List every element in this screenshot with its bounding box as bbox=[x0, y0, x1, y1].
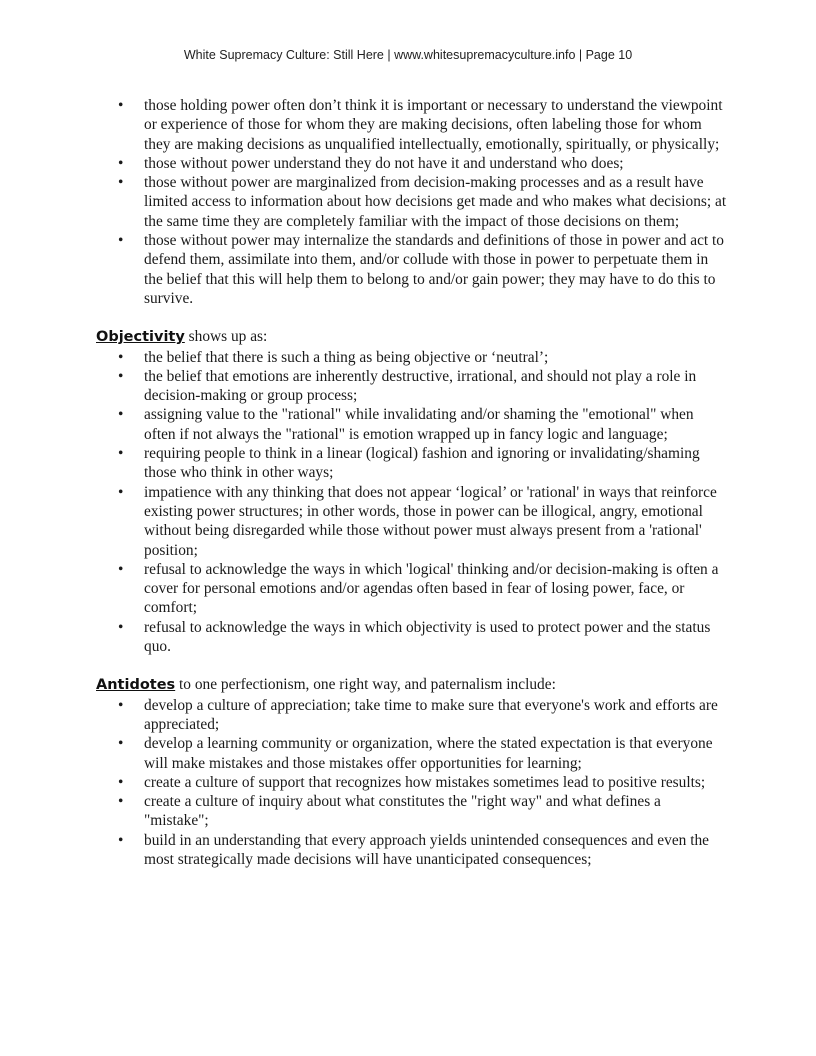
antidotes-list bbox=[96, 696, 728, 870]
antidotes-intro-text: to one perfectionism, one right way, and paternalism include: bbox=[175, 676, 556, 694]
list-item: • build in an understanding that every approach yields unintended consequences and even the most strategically made decisions will have unanticipated consequences; bbox=[96, 831, 728, 870]
list-item: • those without power are marginalized from decision-making processes and as a result have limited access to information about how decisions get made and who makes what decisions; at the same time they are completely familiar with the impact of those decisions on them; bbox=[96, 173, 728, 231]
list-item: • the belief that emotions are inherently destructive, irrational, and should not play a role in decision-making or group process; bbox=[96, 367, 728, 406]
objectivity-list bbox=[96, 348, 728, 657]
list-item: • refusal to acknowledge the ways in which 'logical' thinking and/or decision-making is often a cover for personal emotions and/or agendas often based in fear of losing power, face, or comfort; bbox=[96, 560, 728, 618]
list-item: • those without power may internalize the standards and definitions of those in power and act to defend them, assimilate into them, and/or collude with those in power to perpetuate them in the belief that this will help them to belong to and/or gain power; they may have to do this to survive. bbox=[96, 231, 728, 308]
list-item: • develop a learning community or organization, where the stated expectation is that everyone will make mistakes and those mistakes offer opportunities for learning; bbox=[96, 734, 728, 773]
list-item: • create a culture of inquiry about what constitutes the "right way" and what defines a "mistake"; bbox=[96, 792, 728, 831]
objectivity-intro bbox=[96, 327, 728, 347]
objectivity-heading: Objectivity bbox=[96, 329, 185, 346]
list-item: • create a culture of support that recognizes how mistakes sometimes lead to positive results; bbox=[96, 773, 728, 792]
list-item: • requiring people to think in a linear (logical) fashion and ignoring or invalidating/shaming those who think in other ways; bbox=[96, 444, 728, 483]
objectivity-intro-text: shows up as: bbox=[184, 328, 268, 346]
list-item: • those without power understand they do not have it and understand who does; bbox=[96, 154, 728, 173]
antidotes-intro bbox=[96, 675, 728, 695]
list-item: • develop a culture of appreciation; take time to make sure that everyone's work and efforts are appreciated; bbox=[96, 696, 728, 735]
document-body bbox=[96, 96, 728, 869]
power-list bbox=[96, 96, 728, 308]
list-item: • assigning value to the "rational" while invalidating and/or shaming the "emotional" when often if not always the "rational" is emotion wrapped up in fancy logic and language; bbox=[96, 405, 728, 444]
list-item: • impatience with any thinking that does not appear ‘logical’ or 'rational' in ways that reinforce existing power structures; in other words, those in power can be illogical, angry, emotional without being disregarded while those without power must always present from a 'rational' position; bbox=[96, 483, 728, 560]
antidotes-heading: Antidotes bbox=[96, 677, 176, 694]
page-header: White Supremacy Culture: Still Here | www.whitesupremacyculture.info | Page 10 bbox=[183, 48, 633, 62]
list-item: • those holding power often don’t think it is important or necessary to understand the viewpoint or experience of those for whom they are making decisions, often labeling those for whom they are making decisions as unqualified intellectually, emotionally, spiritually, or physically; bbox=[96, 96, 728, 154]
list-item: • refusal to acknowledge the ways in which objectivity is used to protect power and the status quo. bbox=[96, 618, 728, 657]
list-item: • the belief that there is such a thing as being objective or ‘neutral’; bbox=[96, 348, 728, 367]
